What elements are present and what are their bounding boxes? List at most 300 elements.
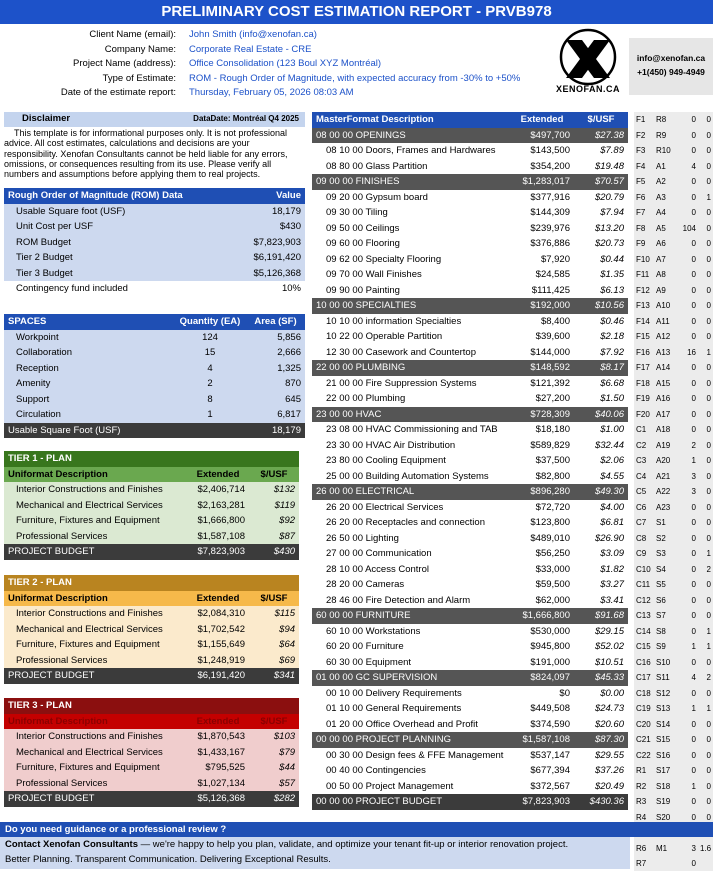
side-row-cell: S3 (654, 546, 678, 562)
masterformat-row (312, 701, 628, 717)
masterformat-cell: $144,309 (510, 205, 574, 221)
side-row-cell: S12 (654, 686, 678, 702)
side-row-cell: 104 (678, 221, 698, 237)
masterformat-row (312, 283, 628, 299)
masterformat-cell: $62,000 (510, 593, 574, 609)
masterformat-cell: $4.00 (574, 500, 628, 516)
rom-row-cell: 10% (224, 281, 305, 297)
side-row-cell: A5 (654, 221, 678, 237)
side-row-cell: 0 (678, 531, 698, 547)
side-row-cell: 0 (678, 732, 698, 748)
rom-row-cell: Tier 3 Budget (4, 266, 224, 282)
spaces-row-cell: Amenity (4, 376, 174, 392)
masterformat-cell: $49.30 (574, 484, 628, 500)
side-row-cell: A12 (654, 329, 678, 345)
masterformat-cell: $20.79 (574, 190, 628, 206)
masterformat-cell: $374,590 (510, 717, 574, 733)
masterformat-cell: $896,280 (510, 484, 574, 500)
masterformat-cell: 23 00 00 HVAC (312, 407, 510, 423)
tier-row (4, 606, 299, 622)
side-row-cell: S19 (654, 794, 678, 810)
tier-footer-cell: $282 (249, 791, 299, 807)
tier-row-cell: $79 (249, 745, 299, 761)
rom-header (4, 188, 305, 204)
masterformat-header (312, 112, 628, 128)
side-row-cell: 1 (698, 190, 713, 206)
side-row-cell: 2 (678, 438, 698, 454)
side-row (634, 856, 713, 871)
side-row-cell: 4 (678, 670, 698, 686)
masterformat-cell: $91.68 (574, 608, 628, 624)
side-row-cell: C14 (634, 624, 654, 640)
side-row-cell: 0 (698, 112, 713, 128)
header-value: Thursday, February 05, 2026 08:03 AM (189, 87, 354, 99)
masterformat-cell: 08 10 00 Doors, Frames and Hardwares (312, 143, 510, 159)
side-row-cell: S10 (654, 655, 678, 671)
side-row-cell: S17 (654, 763, 678, 779)
masterformat-cell: $6.68 (574, 376, 628, 392)
masterformat-cell: 08 80 00 Glass Partition (312, 159, 510, 175)
side-row-cell: 0 (678, 608, 698, 624)
rom-table (4, 188, 305, 297)
rom-row-cell: $430 (224, 219, 305, 235)
side-row-cell: F7 (634, 205, 654, 221)
side-row-cell: 0 (698, 515, 713, 531)
side-row-cell: A8 (654, 267, 678, 283)
masterformat-row (312, 329, 628, 345)
side-row-cell: 0 (698, 655, 713, 671)
masterformat-cell: $354,200 (510, 159, 574, 175)
masterformat-cell: $3.41 (574, 593, 628, 609)
spaces-header-cell: Area (SF) (246, 314, 305, 330)
side-row (634, 794, 713, 810)
masterformat-cell: $377,916 (510, 190, 574, 206)
masterformat-cell: 09 20 00 Gypsum board (312, 190, 510, 206)
side-row-cell: C1 (634, 422, 654, 438)
masterformat-row (312, 438, 628, 454)
masterformat-cell: $40.06 (574, 407, 628, 423)
tier-row-cell: $119 (249, 498, 299, 514)
side-row (634, 670, 713, 686)
masterformat-cell: $945,800 (510, 639, 574, 655)
side-row-cell: C20 (634, 717, 654, 733)
tier-row-cell: Furniture, Fixtures and Equipment (4, 760, 187, 776)
masterformat-cell: 09 00 00 FINISHES (312, 174, 510, 190)
spaces-row-cell: 8 (174, 392, 246, 408)
side-row-cell: 0 (698, 298, 713, 314)
header-value: Office Consolidation (123 Boul XYZ Montréal) (189, 58, 382, 70)
side-row-cell: 0 (698, 407, 713, 423)
spaces-header-cell: Quantity (EA) (174, 314, 246, 330)
side-row-cell: A3 (654, 190, 678, 206)
side-row-cell: F15 (634, 329, 654, 345)
side-row-cell: 0 (698, 236, 713, 252)
side-row-cell: 0 (678, 376, 698, 392)
spaces-row-cell: 5,856 (246, 330, 305, 346)
masterformat-row (312, 686, 628, 702)
side-row-cell: S4 (654, 562, 678, 578)
side-row-cell: F19 (634, 391, 654, 407)
side-row-cell: F16 (634, 345, 654, 361)
side-row (634, 283, 713, 299)
rom-row-cell: $6,191,420 (224, 250, 305, 266)
masterformat-cell: $7,920 (510, 252, 574, 268)
masterformat-row (312, 531, 628, 547)
tier-row-cell: $44 (249, 760, 299, 776)
side-row-cell: A19 (654, 438, 678, 454)
tier-row (4, 776, 299, 792)
masterformat-cell: $530,000 (510, 624, 574, 640)
masterformat-row (312, 174, 628, 190)
masterformat-cell: 28 10 00 Access Control (312, 562, 510, 578)
masterformat-row (312, 732, 628, 748)
masterformat-cell: 00 00 00 PROJECT BUDGET (312, 794, 510, 810)
spaces-row-cell: 124 (174, 330, 246, 346)
rom-row (4, 281, 305, 297)
side-row-cell: C6 (634, 500, 654, 516)
side-row-cell: A17 (654, 407, 678, 423)
masterformat-cell: $0.46 (574, 314, 628, 330)
side-row-cell: 0 (678, 267, 698, 283)
side-row-cell: S14 (654, 717, 678, 733)
side-row (634, 329, 713, 345)
masterformat-row (312, 670, 628, 686)
side-row-cell: 1 (678, 779, 698, 795)
spaces-row-cell: Reception (4, 361, 174, 377)
rom-row (4, 219, 305, 235)
tier-footer (4, 791, 299, 807)
side-row-cell: S15 (654, 732, 678, 748)
masterformat-cell: 26 00 00 ELECTRICAL (312, 484, 510, 500)
side-row (634, 267, 713, 283)
side-row-cell: 0 (698, 329, 713, 345)
side-row (634, 174, 713, 190)
side-row-cell: A4 (654, 205, 678, 221)
side-row-cell: S2 (654, 531, 678, 547)
tier-row-cell: Furniture, Fixtures and Equipment (4, 637, 187, 653)
side-row-cell: 0 (698, 376, 713, 392)
tier-footer (4, 668, 299, 684)
side-row (634, 500, 713, 516)
spaces-row-cell: 870 (246, 376, 305, 392)
side-row-cell: A21 (654, 469, 678, 485)
masterformat-row (312, 453, 628, 469)
tier-row-cell: Professional Services (4, 529, 187, 545)
side-row-cell: C21 (634, 732, 654, 748)
masterformat-cell: $24,585 (510, 267, 574, 283)
masterformat-cell: 27 00 00 Communication (312, 546, 510, 562)
side-row-cell: 0 (678, 763, 698, 779)
side-row-cell: 0 (698, 252, 713, 268)
spaces-row-cell: 6,817 (246, 407, 305, 423)
side-row-cell (654, 856, 678, 871)
tier-row-cell: $795,525 (187, 760, 249, 776)
side-row-cell: 0 (678, 794, 698, 810)
masterformat-cell: 10 22 00 Operable Partition (312, 329, 510, 345)
side-row-cell: C4 (634, 469, 654, 485)
tier-row-cell: $115 (249, 606, 299, 622)
masterformat-cell: $59,500 (510, 577, 574, 593)
tier-row-cell: $1,702,542 (187, 622, 249, 638)
side-row-cell: 0 (678, 236, 698, 252)
masterformat-cell: $8.17 (574, 360, 628, 376)
spaces-footer-cell: Usable Square Foot (USF) (4, 423, 174, 439)
side-row-cell: R7 (634, 856, 654, 871)
masterformat-cell: $489,010 (510, 531, 574, 547)
side-row-cell: A22 (654, 484, 678, 500)
masterformat-row (312, 236, 628, 252)
tier-row-cell: Mechanical and Electrical Services (4, 498, 187, 514)
side-row-cell: F12 (634, 283, 654, 299)
side-row (634, 779, 713, 795)
masterformat-cell: 00 00 00 PROJECT PLANNING (312, 732, 510, 748)
masterformat-cell: 09 62 00 Specialty Flooring (312, 252, 510, 268)
masterformat-cell: $72,720 (510, 500, 574, 516)
side-row (634, 577, 713, 593)
report-title: PRELIMINARY COST ESTIMATION REPORT - PRVB978 (0, 0, 713, 24)
masterformat-row (312, 221, 628, 237)
side-row-cell: C8 (634, 531, 654, 547)
side-row-cell: S20 (654, 810, 678, 826)
masterformat-cell: 23 30 00 HVAC Air Distribution (312, 438, 510, 454)
masterformat-cell: $20.49 (574, 779, 628, 795)
side-row-cell: F13 (634, 298, 654, 314)
side-row-cell: 0 (678, 810, 698, 826)
header-label: Type of Estimate: (102, 72, 176, 84)
side-row-cell: 0 (698, 484, 713, 500)
tier-row-cell: $1,666,800 (187, 513, 249, 529)
tier-row-cell: Mechanical and Electrical Services (4, 622, 187, 638)
side-row (634, 314, 713, 330)
masterformat-cell: 25 00 00 Building Automation Systems (312, 469, 510, 485)
spaces-row-cell: Support (4, 392, 174, 408)
tier-row-cell: Interior Constructions and Finishes (4, 729, 187, 745)
tier-row-cell: $2,084,310 (187, 606, 249, 622)
spaces-footer (4, 423, 305, 439)
masterformat-cell: $7.89 (574, 143, 628, 159)
masterformat-row (312, 159, 628, 175)
masterformat-cell: 09 70 00 Wall Finishes (312, 267, 510, 283)
side-row-cell: 0 (678, 500, 698, 516)
masterformat-cell: $82,800 (510, 469, 574, 485)
tier-row (4, 729, 299, 745)
masterformat-cell: $7,823,903 (510, 794, 574, 810)
masterformat-cell: $123,800 (510, 515, 574, 531)
tier-row-cell: $1,870,543 (187, 729, 249, 745)
masterformat-cell: $70.57 (574, 174, 628, 190)
side-row-cell: 0 (678, 717, 698, 733)
tier-header (4, 591, 299, 607)
side-row-cell: 0 (698, 717, 713, 733)
masterformat-row (312, 639, 628, 655)
side-reference-table (634, 112, 713, 871)
side-row-cell: C11 (634, 577, 654, 593)
side-row-cell: 0 (678, 515, 698, 531)
masterformat-row (312, 484, 628, 500)
tier-row-cell: $1,248,919 (187, 653, 249, 669)
side-row (634, 159, 713, 175)
masterformat-row (312, 376, 628, 392)
side-row-cell: 0 (678, 856, 698, 871)
side-row-cell: S8 (654, 624, 678, 640)
tier-title: TIER 3 - PLAN (4, 698, 299, 714)
masterformat-cell: $239,976 (510, 221, 574, 237)
side-row-cell: R4 (634, 810, 654, 826)
side-row (634, 112, 713, 128)
side-row-cell: R2 (634, 779, 654, 795)
tier-header-cell: Uniformat Description (4, 714, 187, 730)
masterformat-cell: 21 00 00 Fire Suppression Systems (312, 376, 510, 392)
side-row-cell: 0 (698, 593, 713, 609)
side-row-cell: 3 (678, 841, 698, 857)
masterformat-cell: $449,508 (510, 701, 574, 717)
tier-row-cell: Mechanical and Electrical Services (4, 745, 187, 761)
masterformat-cell: 22 00 00 Plumbing (312, 391, 510, 407)
side-row-cell: 0 (698, 779, 713, 795)
masterformat-cell: $0 (510, 686, 574, 702)
side-row-cell: F9 (634, 236, 654, 252)
side-row-cell: 0 (678, 205, 698, 221)
side-row-cell: C18 (634, 686, 654, 702)
side-row-cell: 0 (678, 329, 698, 345)
guidance-contact-rest: — we're happy to help you plan, validate, and optimize your tenant fit-up or interior renovation project. (138, 839, 569, 850)
guidance-contact-bold[interactable]: Contact Xenofan Consultants (5, 839, 139, 850)
rom-row (4, 204, 305, 220)
masterformat-cell: $4.55 (574, 469, 628, 485)
side-row-cell: 0 (698, 314, 713, 330)
rom-row-cell: $7,823,903 (224, 235, 305, 251)
masterformat-cell: 60 30 00 Equipment (312, 655, 510, 671)
side-row-cell: A7 (654, 252, 678, 268)
masterformat-cell: 23 08 00 HVAC Commissioning and TAB (312, 422, 510, 438)
side-row-cell: F11 (634, 267, 654, 283)
masterformat-row (312, 422, 628, 438)
side-row-cell: S6 (654, 593, 678, 609)
tier-row (4, 498, 299, 514)
tier-footer-cell: $5,126,368 (187, 791, 249, 807)
masterformat-cell: $148,592 (510, 360, 574, 376)
masterformat-cell: 00 30 00 Design fees & FFE Management (312, 748, 510, 764)
side-row-cell: 0 (698, 221, 713, 237)
side-row-cell: A20 (654, 453, 678, 469)
side-row-cell: 0 (678, 391, 698, 407)
header-value: ROM - Rough Order of Magnitude, with expected accuracy from -30% to +50% (189, 72, 521, 84)
rom-row (4, 235, 305, 251)
tier-footer (4, 544, 299, 560)
masterformat-cell: 00 40 00 Contingencies (312, 763, 510, 779)
side-row-cell: S1 (654, 515, 678, 531)
masterformat-cell: $1.82 (574, 562, 628, 578)
tier-title: TIER 1 - PLAN (4, 451, 299, 467)
masterformat-cell: $37.26 (574, 763, 628, 779)
side-row-cell: 0 (698, 422, 713, 438)
masterformat-header-cell: Extended (510, 112, 574, 128)
side-row (634, 345, 713, 361)
disclaimer-title: Disclaimer (22, 113, 71, 124)
side-row-cell: 0 (678, 174, 698, 190)
masterformat-cell: $3.09 (574, 546, 628, 562)
spaces-table (4, 314, 305, 438)
tier-header-cell: Extended (187, 591, 249, 607)
masterformat-cell: $87.30 (574, 732, 628, 748)
tier-row-cell: $87 (249, 529, 299, 545)
tier-header (4, 714, 299, 730)
masterformat-cell: $10.51 (574, 655, 628, 671)
rom-row-cell: 18,179 (224, 204, 305, 220)
side-row-cell: A18 (654, 422, 678, 438)
side-row (634, 205, 713, 221)
side-row-cell: C7 (634, 515, 654, 531)
side-row-cell: C17 (634, 670, 654, 686)
logo-text: XENOFAN.CA (555, 84, 620, 94)
masterformat-cell: 10 10 00 information Specialties (312, 314, 510, 330)
side-row-cell: F17 (634, 360, 654, 376)
side-row-cell: F5 (634, 174, 654, 190)
tier-header-cell: $/USF (249, 714, 299, 730)
contact-email[interactable]: info@xenofan.ca (636, 53, 706, 63)
side-row-cell: 0 (698, 205, 713, 221)
spaces-row (4, 361, 305, 377)
masterformat-cell: $19.48 (574, 159, 628, 175)
masterformat-cell: $18,180 (510, 422, 574, 438)
masterformat-cell: $29.15 (574, 624, 628, 640)
masterformat-cell: $7.92 (574, 345, 628, 361)
tier-row-cell: $94 (249, 622, 299, 638)
spaces-row (4, 376, 305, 392)
masterformat-cell: $39,600 (510, 329, 574, 345)
side-row (634, 608, 713, 624)
tier-row-cell: $2,163,281 (187, 498, 249, 514)
masterformat-cell: $0.00 (574, 686, 628, 702)
side-row (634, 376, 713, 392)
tier-footer-cell: $341 (249, 668, 299, 684)
side-row-cell: C16 (634, 655, 654, 671)
masterformat-row (312, 794, 628, 810)
side-row-cell: 0 (698, 438, 713, 454)
spaces-row-cell: 4 (174, 361, 246, 377)
side-row-cell: 1 (678, 453, 698, 469)
side-row-cell: R1 (634, 763, 654, 779)
masterformat-cell: $143,500 (510, 143, 574, 159)
header-value: John Smith (info@xenofan.ca) (189, 29, 317, 40)
side-row-cell: 0 (698, 531, 713, 547)
masterformat-cell: 28 20 00 Cameras (312, 577, 510, 593)
masterformat-cell: 01 00 00 GC SUPERVISION (312, 670, 510, 686)
masterformat-cell: $1.00 (574, 422, 628, 438)
tier-row (4, 637, 299, 653)
side-row-cell: C5 (634, 484, 654, 500)
side-row-cell: A6 (654, 236, 678, 252)
tier-footer-cell: PROJECT BUDGET (4, 668, 187, 684)
masterformat-row (312, 562, 628, 578)
tier-row-cell: Interior Constructions and Finishes (4, 606, 187, 622)
side-row (634, 686, 713, 702)
disclaimer-date: DataDate: Montréal Q4 2025 (193, 114, 299, 123)
masterformat-row (312, 593, 628, 609)
side-row-cell: F6 (634, 190, 654, 206)
tier-row-cell: $103 (249, 729, 299, 745)
side-row-cell: 0 (678, 655, 698, 671)
side-row-cell: 16 (678, 345, 698, 361)
side-row-cell: R10 (654, 143, 678, 159)
header-label: Project Name (address): (73, 58, 176, 70)
masterformat-cell: $56,250 (510, 546, 574, 562)
contact-box (629, 38, 713, 95)
tier-title-row (4, 451, 299, 467)
tier-row-cell: Interior Constructions and Finishes (4, 482, 187, 498)
tier-title: TIER 2 - PLAN (4, 575, 299, 591)
masterformat-row (312, 205, 628, 221)
